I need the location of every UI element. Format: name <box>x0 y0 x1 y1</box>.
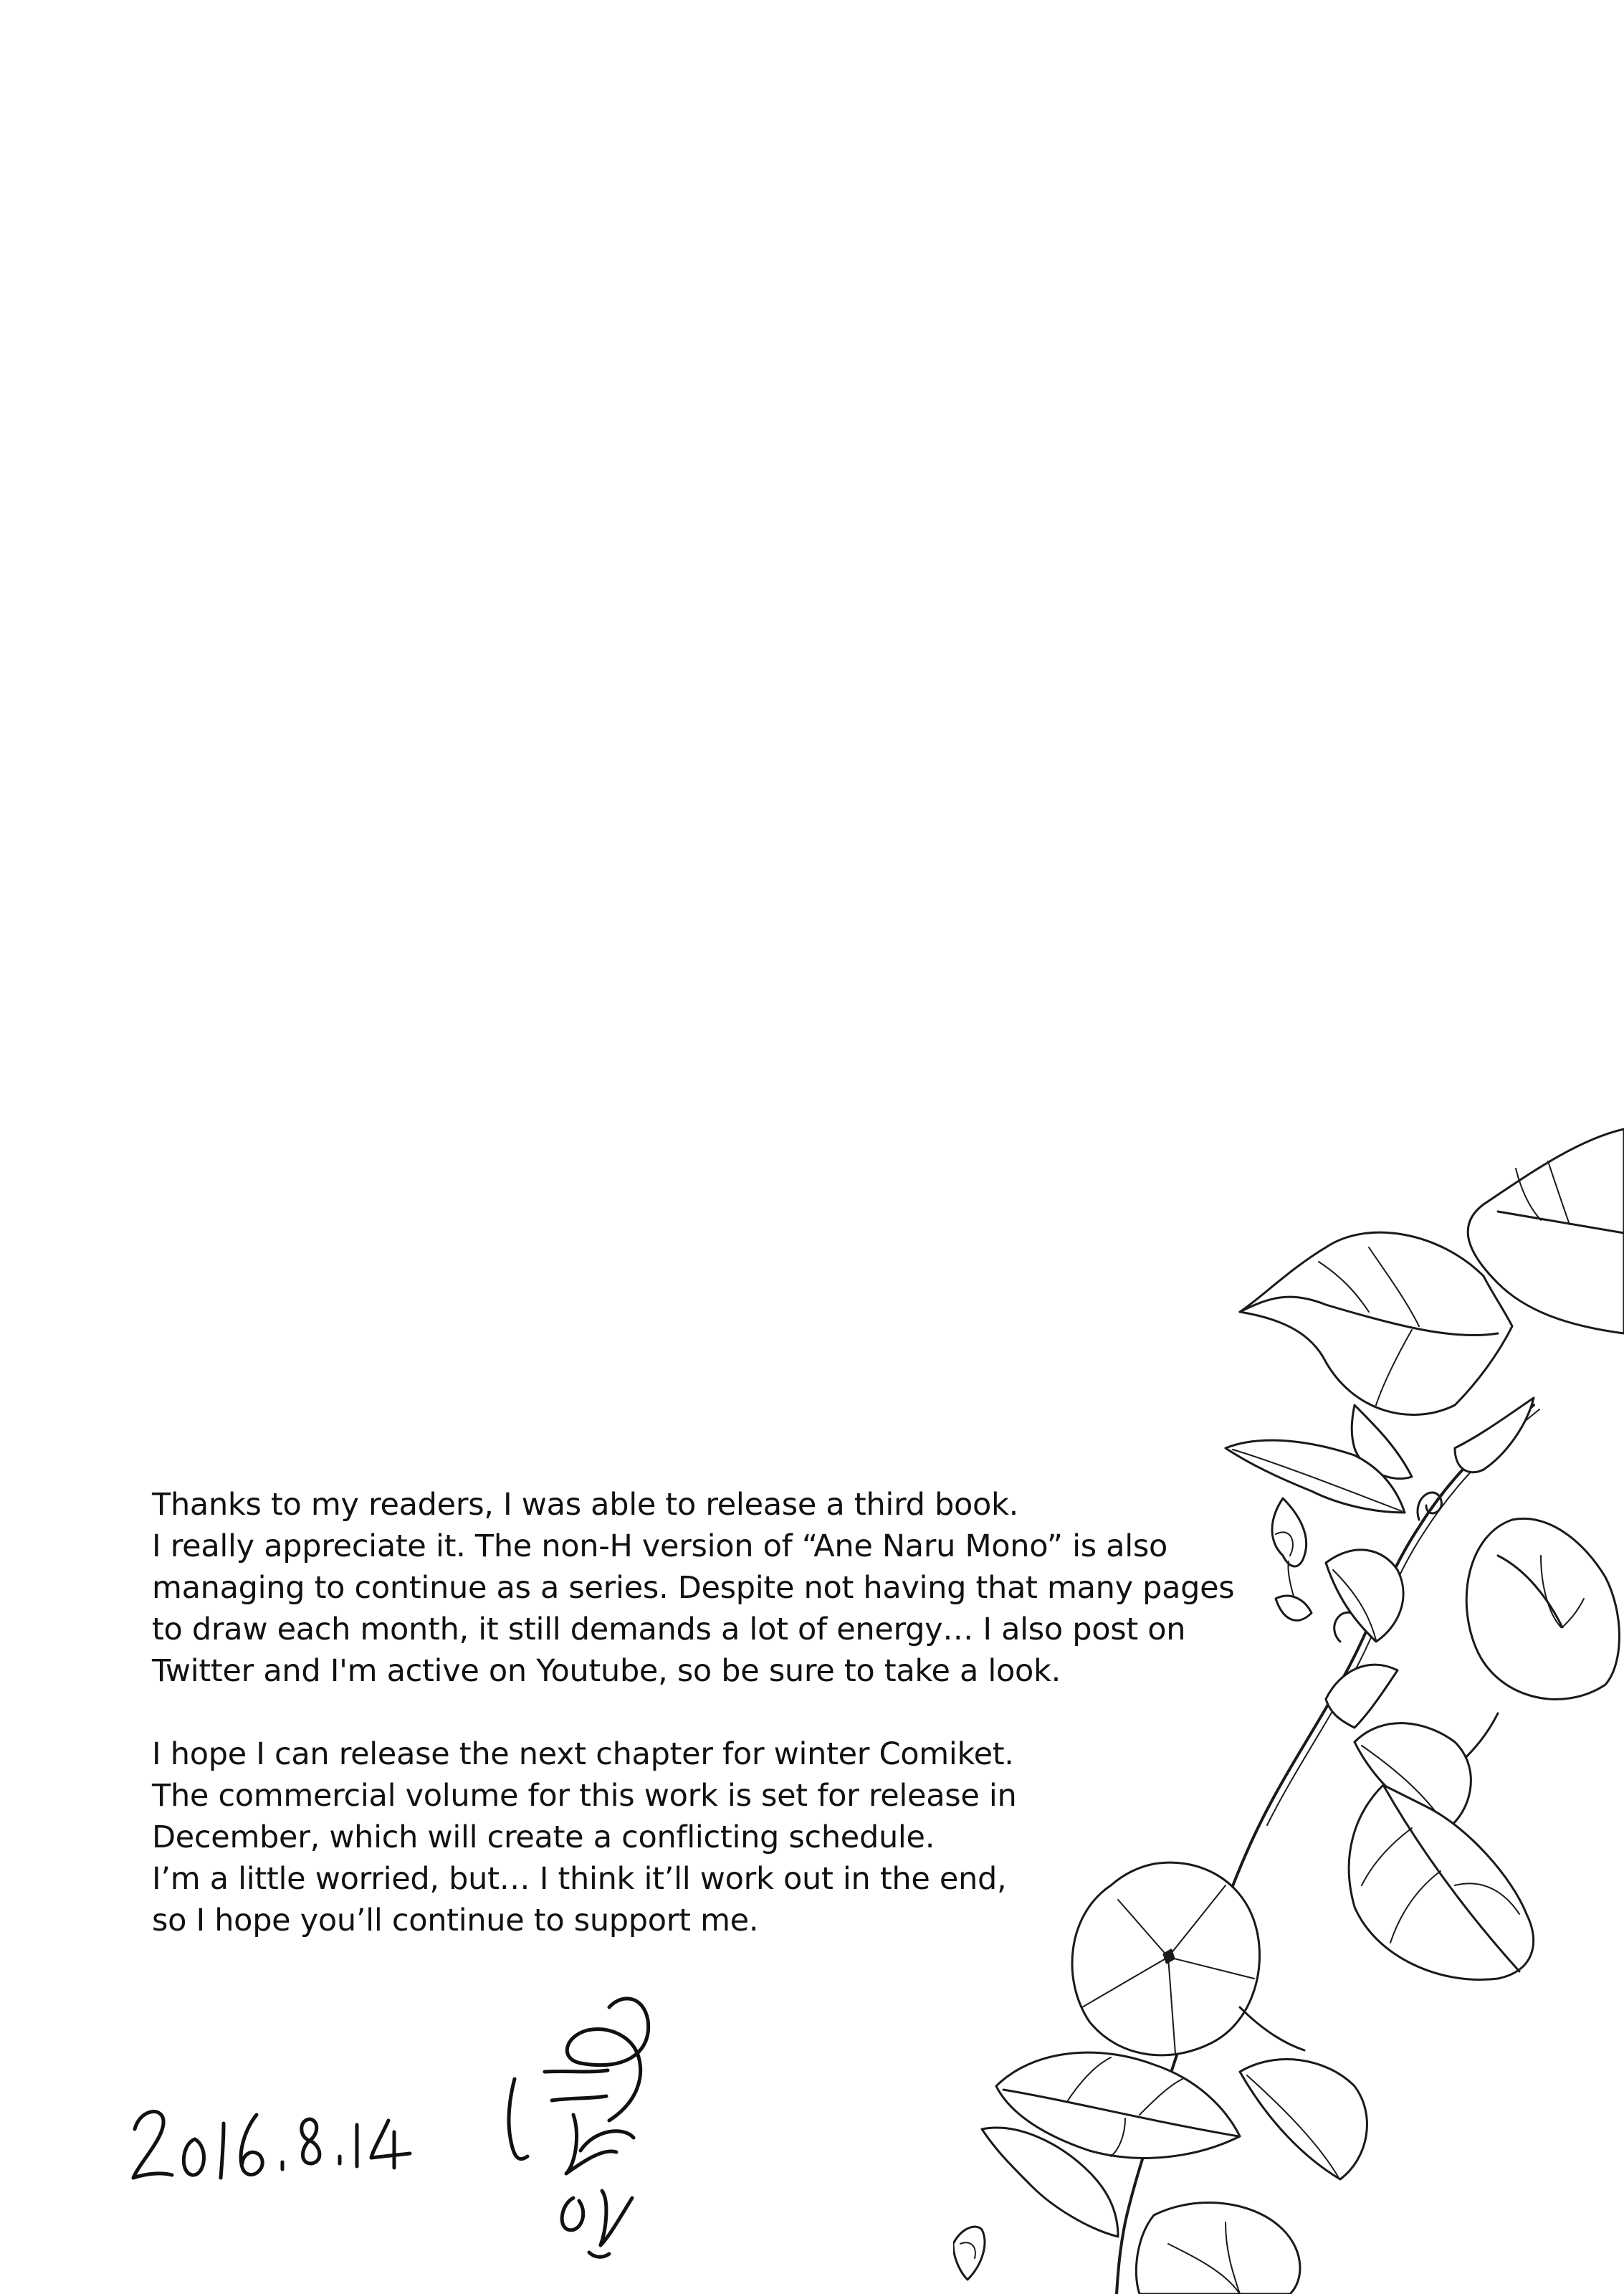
text-line: I’m a little worried, but… I think it’ll work out in the end, <box>152 1861 1007 1897</box>
text-line: Twitter and I'm active on Youtube, so be sure to take a look. <box>152 1653 1061 1689</box>
morning-glory-illustration <box>953 1097 1624 2294</box>
text-line: I really appreciate it. The non-H version of “Ane Naru Mono” is also <box>152 1528 1167 1564</box>
text-line: The commercial volume for this work is set for release in <box>152 1778 1017 1814</box>
text-line: so I hope you’ll continue to support me. <box>152 1903 759 1938</box>
signature <box>502 1986 688 2265</box>
text-line: managing to continue as a series. Despite not having that many pages <box>152 1570 1235 1606</box>
text-line: Thanks to my readers, I was able to release a third book. <box>152 1487 1018 1523</box>
text-line: I hope I can release the next chapter for winter Comiket. <box>152 1736 1014 1772</box>
text-line: December, which will create a conflicting schedule. <box>152 1819 935 1855</box>
handwritten-date <box>129 2079 416 2208</box>
text-line: to draw each month, it still demands a lot of energy… I also post on <box>152 1612 1186 1647</box>
